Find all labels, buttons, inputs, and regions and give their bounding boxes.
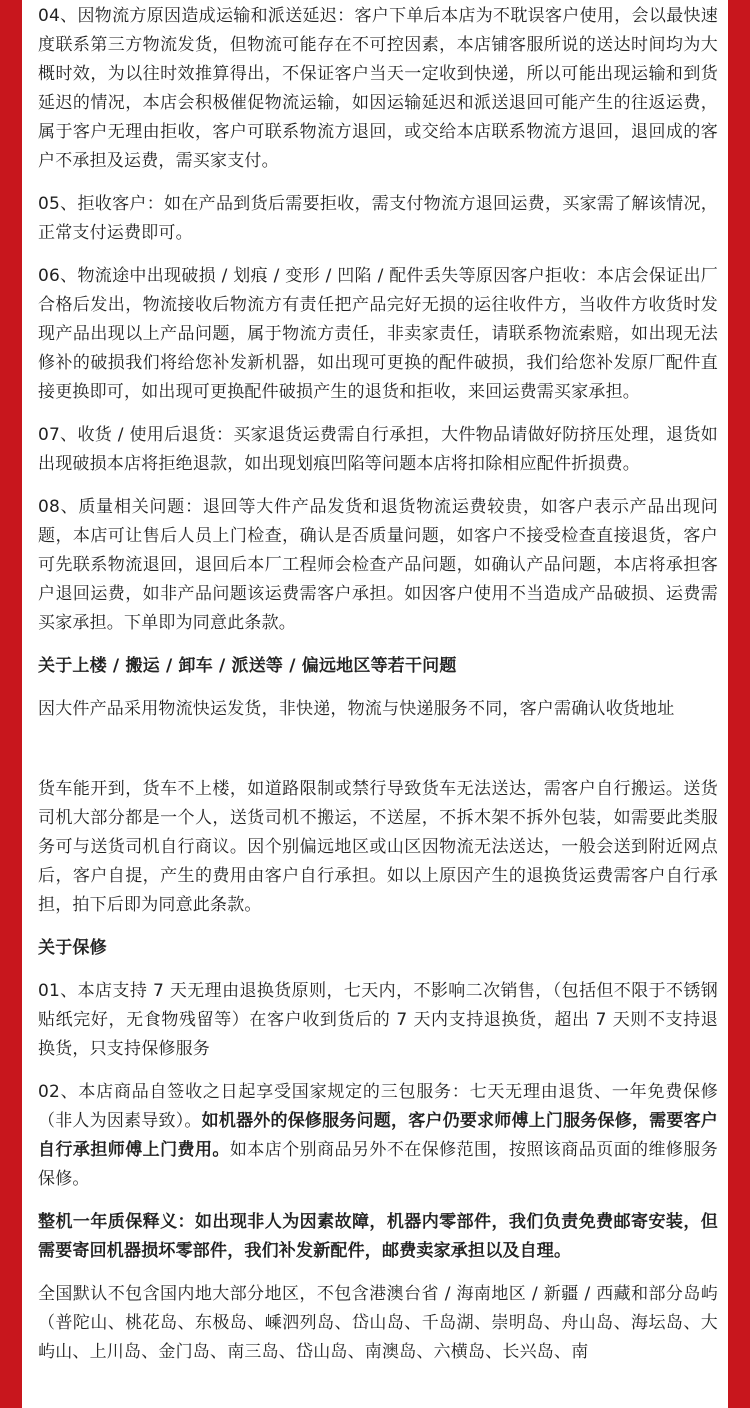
- warranty-definition-text: 如出现非人为因素故障，机器内零部件，我们负责免费邮寄安装，但需要寄回机器损坏零部件，我们补发新配件，邮费卖家承担以及自理。: [38, 1212, 718, 1261]
- policy-item-08: 08、质量相关问题：退回等大件产品发货和退货物流运费较贵，如客户表示产品出现问题，本店可让售后人员上门检查，确认是否质量问题，如客户不接受检查直接退货，客户可先联系物流退回，退回后本厂工程师会检查产品问题，如确认产品问题，本店将承担客户退回运费，如非产品问题该运费需客户承担。如因客户使用不当造成产品破损、运费需买家承担。下单即为同意此条款。: [38, 497, 718, 633]
- warranty-item-02-part-1: 02、本店商品自签收之日起享受国家规定的三包服务：七天无理由退货、一年免费保修（非人为因素导致）。: [38, 1082, 718, 1131]
- policy-item-06: 06、物流途中出现破损 / 划痕 / 变形 / 凹陷 / 配件丢失等原因客户拒收：本店会保证出厂合格后发出，物流接收后物流方有责任把产品完好无损的运往收件方，当收件方收货时发现产品出现以上产品问题，属于物流方责任，非卖家责任，请联系物流索赔，如出现无法修补的破损我们将给您补发新机器，如出现可更换的配件破损，我们给您补发原厂配件直接更换即可，如出现可更换配件破损产生的退货和拒收，来回运费需买家承担。: [38, 266, 718, 402]
- warranty-region: 全国默认不包含国内地大部分地区，不包含港澳台省 / 海南地区 / 新疆 / 西藏和部分岛屿（普陀山、桃花岛、东极岛、嵊泗列岛、岱山岛、千岛湖、崇明岛、舟山岛、海坛岛、大屿山、上川岛、金门岛、南三岛、岱山岛、南澳岛、六横岛、长兴岛、南: [38, 1284, 718, 1362]
- warranty-definition: [38, 1208, 718, 1266]
- blank-gap: [38, 738, 718, 775]
- warranty-heading: 关于保修: [38, 938, 107, 958]
- policy-item-07: 07、收货 / 使用后退货：买家退货运费需自行承担，大件物品请做好防挤压处理，退货如出现破损本店将拒绝退款，如出现划痕凹陷等问题本店将扣除相应配件折损费。: [38, 425, 718, 474]
- policy-content: [22, 0, 728, 1367]
- policy-page: [22, 0, 728, 1408]
- policy-item-04: 04、因物流方原因造成运输和派送延迟：客户下单后本店为不耽误客户使用，会以最快速度联系第三方物流发货，但物流可能存在不可控因素，本店铺客服所说的送达时间均为大概时效，为以往时效推算得出，不保证客户当天一定收到快递，所以可能出现运输和到货延迟的情况，本店会积极催促物流运输，如因运输延迟和派送退回可能产生的往返运费，属于客户无理由拒收，客户可联系物流方退回，或交给本店联系物流方退回，退回成的客户不承担及运费，需买家支付。: [38, 6, 718, 171]
- warranty-item-02-part-3: 如本店个别商品另外不在保修范围，按照该商品页面的维修服务保修。: [38, 1140, 718, 1189]
- delivery-heading: 关于上楼 / 搬运 / 卸车 / 派送等 / 偏远地区等若干问题: [38, 656, 457, 676]
- warranty-definition-label: 整机一年质保释义：: [38, 1212, 195, 1232]
- delivery-text-2: 货车能开到，货车不上楼，如道路限制或禁行导致货车无法送达，需客户自行搬运。送货司机大部分都是一个人，送货司机不搬运，不送屋，不拆木架不拆外包装，如需要此类服务可与送货司机自行商议。因个别偏远地区或山区因物流无法送达，一般会送到附近网点后，客户自提，产生的费用由客户自行承担。如以上原因产生的退换货运费需客户自行承担，拍下后即为同意此条款。: [38, 779, 718, 915]
- warranty-item-02-bold: 如机器外的保修服务问题，客户仍要求师傅上门服务保修，需要客户自行承担师傅上门费用。: [38, 1111, 719, 1160]
- warranty-item-01: 01、本店支持 7 天无理由退换货原则，七天内，不影响二次销售，（包括但不限于不锈钢贴纸完好，无食物残留等）在客户收到货后的 7 天内支持退换货，超出 7 天则不支持退换货，只支持保修服务: [38, 981, 718, 1059]
- delivery-text-1: 因大件产品采用物流快运发货，非快递，物流与快递服务不同，客户需确认收货地址: [38, 699, 675, 719]
- warranty-item-02: [38, 1078, 718, 1194]
- policy-item-05: 05、拒收客户：如在产品到货后需要拒收，需支付物流方退回运费，买家需了解该情况，正常支付运费即可。: [38, 194, 718, 243]
